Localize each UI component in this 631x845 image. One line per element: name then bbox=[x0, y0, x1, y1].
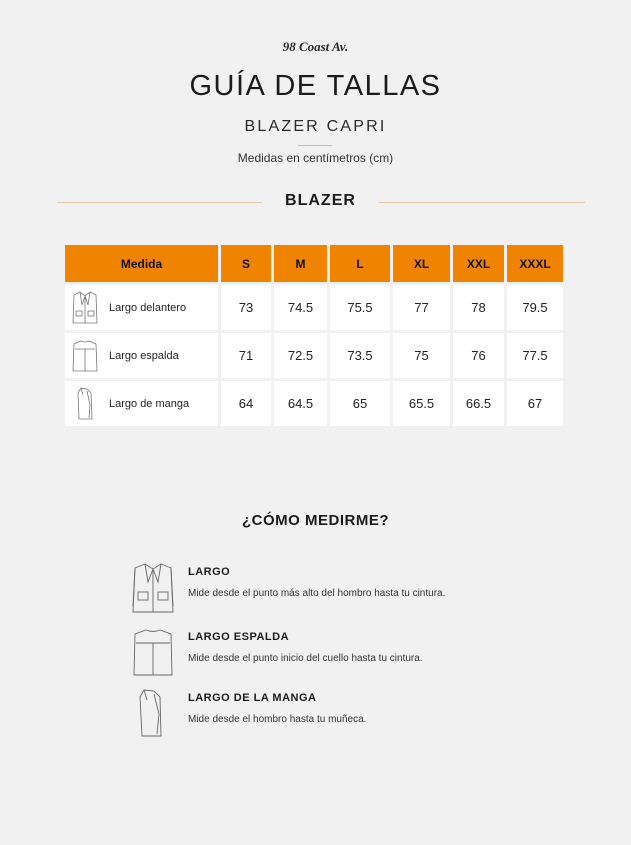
table-row bbox=[65, 285, 563, 330]
size-value: 77 bbox=[393, 285, 450, 330]
jacket-side-icon bbox=[130, 686, 176, 742]
size-value: 67 bbox=[507, 381, 563, 426]
size-value: 66.5 bbox=[453, 381, 504, 426]
size-value: 74.5 bbox=[274, 285, 327, 330]
jacket-front-icon bbox=[130, 560, 176, 616]
table-header-cell: L bbox=[330, 245, 390, 282]
how-item-heading: LARGO bbox=[188, 566, 231, 578]
jacket-side-icon bbox=[71, 385, 99, 423]
how-item-largo-manga bbox=[130, 686, 530, 746]
how-item-largo bbox=[130, 560, 530, 620]
size-value: 72.5 bbox=[274, 333, 327, 378]
measure-cell bbox=[65, 333, 218, 378]
size-table bbox=[62, 242, 566, 429]
table-header-cell: Medida bbox=[65, 245, 218, 282]
table-header-cell: XXL bbox=[453, 245, 504, 282]
table-header-cell: M bbox=[274, 245, 327, 282]
how-to-measure-title: ¿CÓMO MEDIRME? bbox=[242, 512, 389, 529]
size-value: 76 bbox=[453, 333, 504, 378]
table-header-cell: XXXL bbox=[507, 245, 563, 282]
page-title: GUÍA DE TALLAS bbox=[189, 70, 442, 102]
section-divider-left bbox=[57, 202, 262, 203]
measure-label: Largo espalda bbox=[109, 349, 179, 362]
subtitle-divider bbox=[298, 145, 332, 146]
jacket-back-icon bbox=[71, 337, 99, 375]
table-header-row bbox=[65, 245, 563, 282]
size-value: 71 bbox=[221, 333, 271, 378]
jacket-front-icon bbox=[71, 289, 99, 327]
how-item-heading: LARGO DE LA MANGA bbox=[188, 692, 317, 704]
size-value: 79.5 bbox=[507, 285, 563, 330]
measure-label: Largo de manga bbox=[109, 397, 190, 410]
size-value: 64 bbox=[221, 381, 271, 426]
measure-cell bbox=[65, 381, 218, 426]
table-row bbox=[65, 333, 563, 378]
how-item-description: Mide desde el punto inicio del cuello hasta tu cintura. bbox=[188, 653, 423, 664]
measure-cell bbox=[65, 285, 218, 330]
table-header-cell: XL bbox=[393, 245, 450, 282]
size-value: 73 bbox=[221, 285, 271, 330]
how-item-description: Mide desde el hombro hasta tu muñeca. bbox=[188, 714, 367, 725]
size-value: 77.5 bbox=[507, 333, 563, 378]
size-value: 65 bbox=[330, 381, 390, 426]
units-note: Medidas en centímetros (cm) bbox=[237, 151, 394, 165]
size-value: 64.5 bbox=[274, 381, 327, 426]
brand-logo: 98 Coast Av. bbox=[282, 39, 349, 54]
how-item-heading: LARGO ESPALDA bbox=[188, 631, 290, 643]
product-name: BLAZER CAPRI bbox=[244, 118, 387, 135]
table-header-cell: S bbox=[221, 245, 271, 282]
section-title: BLAZER bbox=[285, 192, 356, 209]
table-row bbox=[65, 381, 563, 426]
measure-label: Largo delantero bbox=[109, 301, 187, 314]
size-value: 73.5 bbox=[330, 333, 390, 378]
size-value: 75 bbox=[393, 333, 450, 378]
how-item-largo-espalda bbox=[130, 625, 530, 685]
size-value: 78 bbox=[453, 285, 504, 330]
size-value: 75.5 bbox=[330, 285, 390, 330]
size-value: 65.5 bbox=[393, 381, 450, 426]
jacket-back-icon bbox=[130, 625, 176, 681]
section-divider-right bbox=[379, 202, 585, 203]
how-item-description: Mide desde el punto más alto del hombro hasta tu cintura. bbox=[188, 588, 446, 599]
